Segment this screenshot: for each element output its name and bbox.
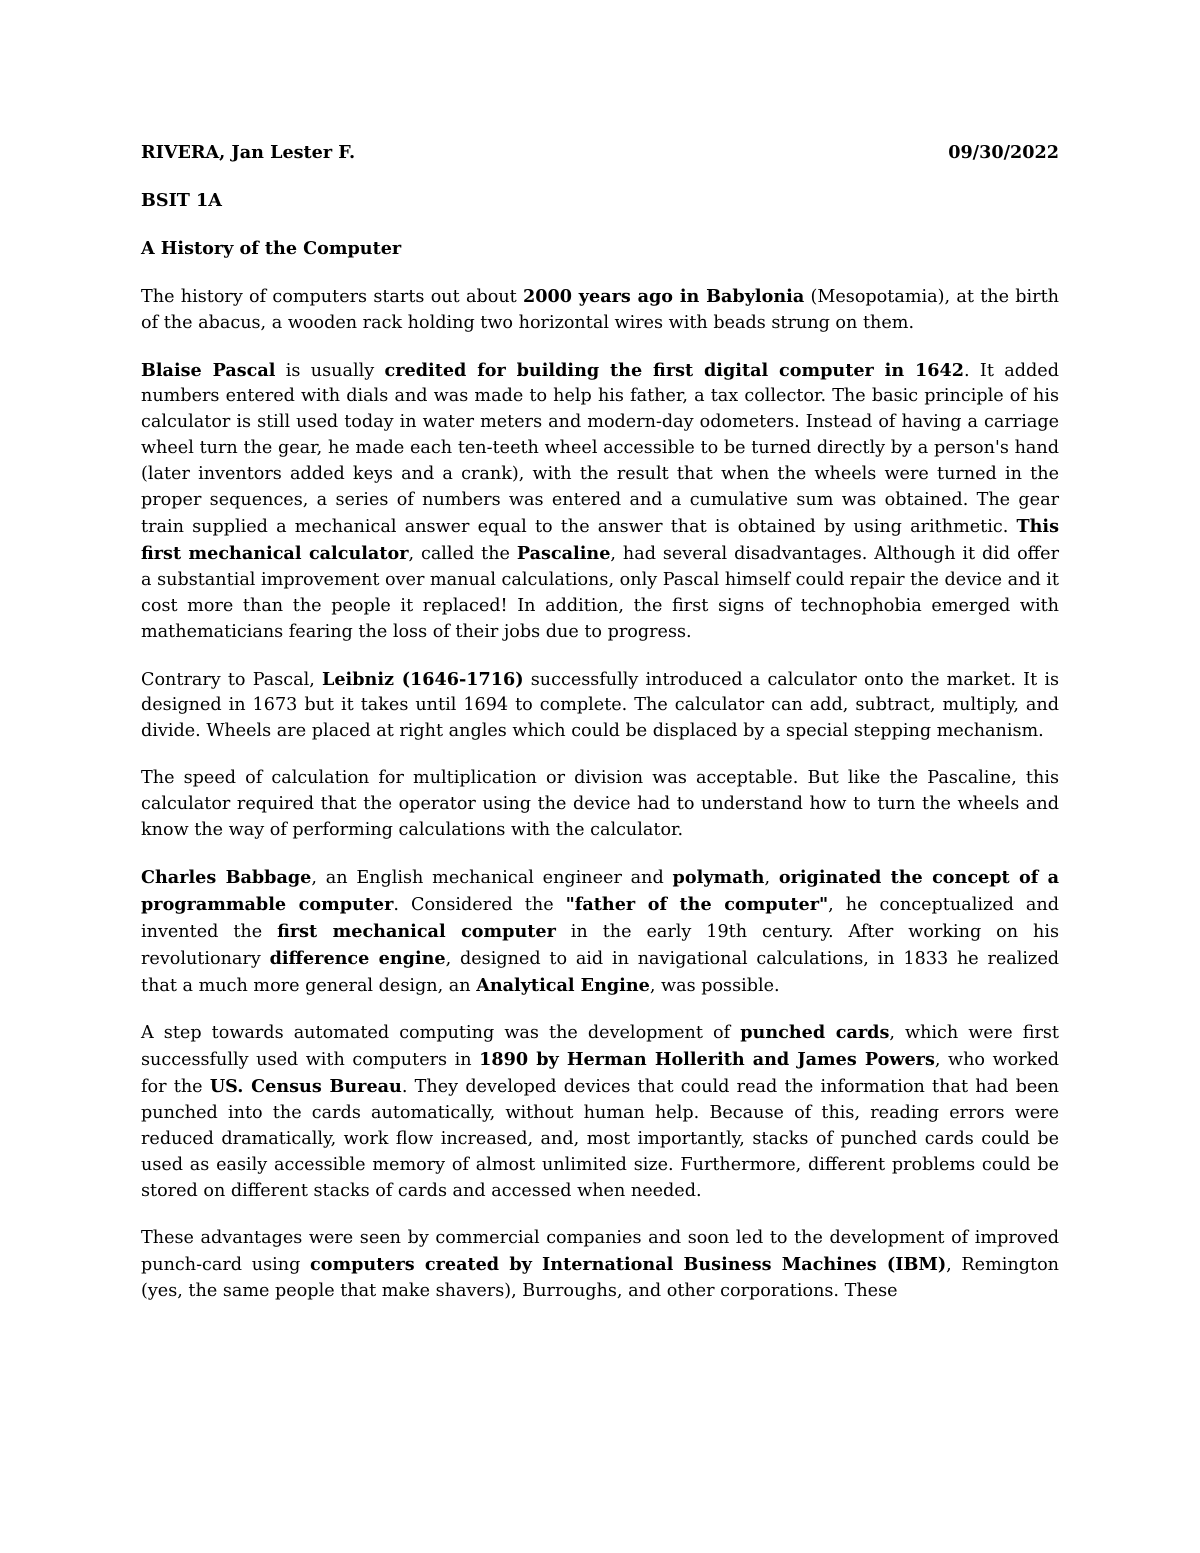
bold-text-run: originated the concept of a programmable computer bbox=[141, 866, 1060, 915]
text-run: is usually bbox=[275, 360, 385, 381]
bold-text-run: "father of the computer" bbox=[565, 893, 829, 915]
text-run: , an English mechanical engineer and bbox=[311, 867, 673, 888]
text-run: . Considered the bbox=[393, 894, 566, 915]
text-run: , had several disadvantages. Although it did offer a substantial improvement over manual calculations, only Pascal himself could repair the device and it cost more than the people it replaced! In addition, the first signs of technophobia emerged with mathematicians fearing the loss of their jobs due to progress. bbox=[141, 543, 1060, 642]
class-section: BSIT 1A bbox=[141, 189, 222, 211]
text-run: , he conceptualized and invented the bbox=[141, 894, 1059, 942]
text-run: , designed to aid in navigational calculations, in 1833 he realized that a much more general design, an bbox=[141, 948, 1059, 996]
bold-text-run: 2000 years ago in Babylonia bbox=[523, 285, 805, 307]
text-run: . It added numbers entered with dials and was made to help his father, a tax collector. The basic principle of his calculator is still used today in water meters and modern-day odometers. Instead of having a carriage wheel turn the gear, he made each ten-teeth wheel accessible to be turned directly by a person's hand (later inventors added keys and a crank), with the result that when the wheels were turned in the proper sequences, a series of numbers was entered and a cumulative sum was obtained. The gear train supplied a mechanical answer equal to the answer that is obtained by using arithmetic. bbox=[141, 360, 1059, 537]
bold-text-run: US. Census Bureau bbox=[209, 1076, 402, 1098]
bold-text-run: Leibniz (1646-1716) bbox=[321, 668, 524, 690]
bold-text-run: Pascaline bbox=[516, 542, 611, 564]
bold-text-run: computers created by International Business Machines (IBM) bbox=[310, 1253, 947, 1275]
text-run: , was possible. bbox=[649, 975, 780, 996]
paragraph-pascal bbox=[141, 358, 1059, 646]
paragraph-abacus bbox=[141, 284, 1059, 337]
text-run: . They developed devices that could read the information that had been punched into the cards automatically, without human help. Because of this, reading errors were reduced dramatically, work flow increased, and, most importantly, stacks of punched cards could be used as easily accessible memory of almost unlimited size. Furthermore, different problems could be stored on different stacks of cards and accessed when needed. bbox=[141, 1077, 1060, 1201]
text-run: The history of computers starts out about bbox=[141, 286, 524, 307]
document-title: A History of the Computer bbox=[141, 237, 402, 259]
text-run: Contrary to Pascal, bbox=[141, 669, 322, 690]
header-line bbox=[141, 140, 1059, 166]
bold-text-run: 1890 by Herman Hollerith and James Powers bbox=[479, 1049, 935, 1071]
text-run: A step towards automated computing was the development of bbox=[141, 1023, 741, 1044]
paragraph-babbage bbox=[141, 865, 1059, 1000]
text-run: The speed of calculation for multiplication or division was acceptable. But like the Pascaline, this calculator required that the operator using the device had to understand how to turn the wheels and know the way of performing calculations with the calculator. bbox=[141, 768, 1059, 841]
bold-text-run: Charles Babbage bbox=[141, 866, 312, 888]
bold-text-run: Analytical Engine bbox=[476, 974, 650, 996]
paragraph-calculation-speed bbox=[141, 766, 1059, 844]
student-name: RIVERA, Jan Lester F. bbox=[141, 142, 356, 163]
text-run: These advantages were seen by commercial companies and soon led to the development of improved punch-card using bbox=[141, 1227, 1059, 1275]
text-run: , Remington (yes, the same people that make shavers), Burroughs, and other corporations. These bbox=[141, 1254, 1059, 1301]
bold-text-run: credited for building the first digital computer in 1642 bbox=[384, 359, 964, 381]
text-run: , called the bbox=[408, 543, 517, 564]
bold-text-run: punched cards bbox=[740, 1022, 890, 1044]
paragraph-leibniz bbox=[141, 667, 1059, 746]
bold-text-run: polymath bbox=[672, 866, 765, 888]
bold-text-run: Blaise Pascal bbox=[141, 359, 276, 381]
text-run: (Mesopotamia), at the birth of the abacus, a wooden rack holding two horizontal wires with beads strung on them. bbox=[141, 286, 1059, 333]
text-run: in the early 19th century. After working on his revolutionary bbox=[141, 921, 1060, 969]
paragraph-punched-cards bbox=[141, 1020, 1059, 1204]
text-run: , who worked for the bbox=[141, 1050, 1059, 1098]
text-run: , which were first successfully used with computers in bbox=[141, 1023, 1059, 1071]
text-run: , bbox=[764, 867, 779, 888]
bold-text-run: This first mechanical calculator bbox=[141, 515, 1059, 564]
text-run: successfully introduced a calculator onto the market. It is designed in 1673 but it takes until 1694 to complete. The calculator can add, subtract, multiply, and divide. Wheels are placed at right angles which could be displaced by a special stepping mechanism. bbox=[141, 669, 1059, 742]
paragraph-ibm bbox=[141, 1226, 1059, 1305]
document-date: 09/30/2022 bbox=[948, 142, 1059, 163]
bold-text-run: first mechanical computer bbox=[277, 920, 556, 942]
bold-text-run: difference engine bbox=[269, 947, 446, 969]
